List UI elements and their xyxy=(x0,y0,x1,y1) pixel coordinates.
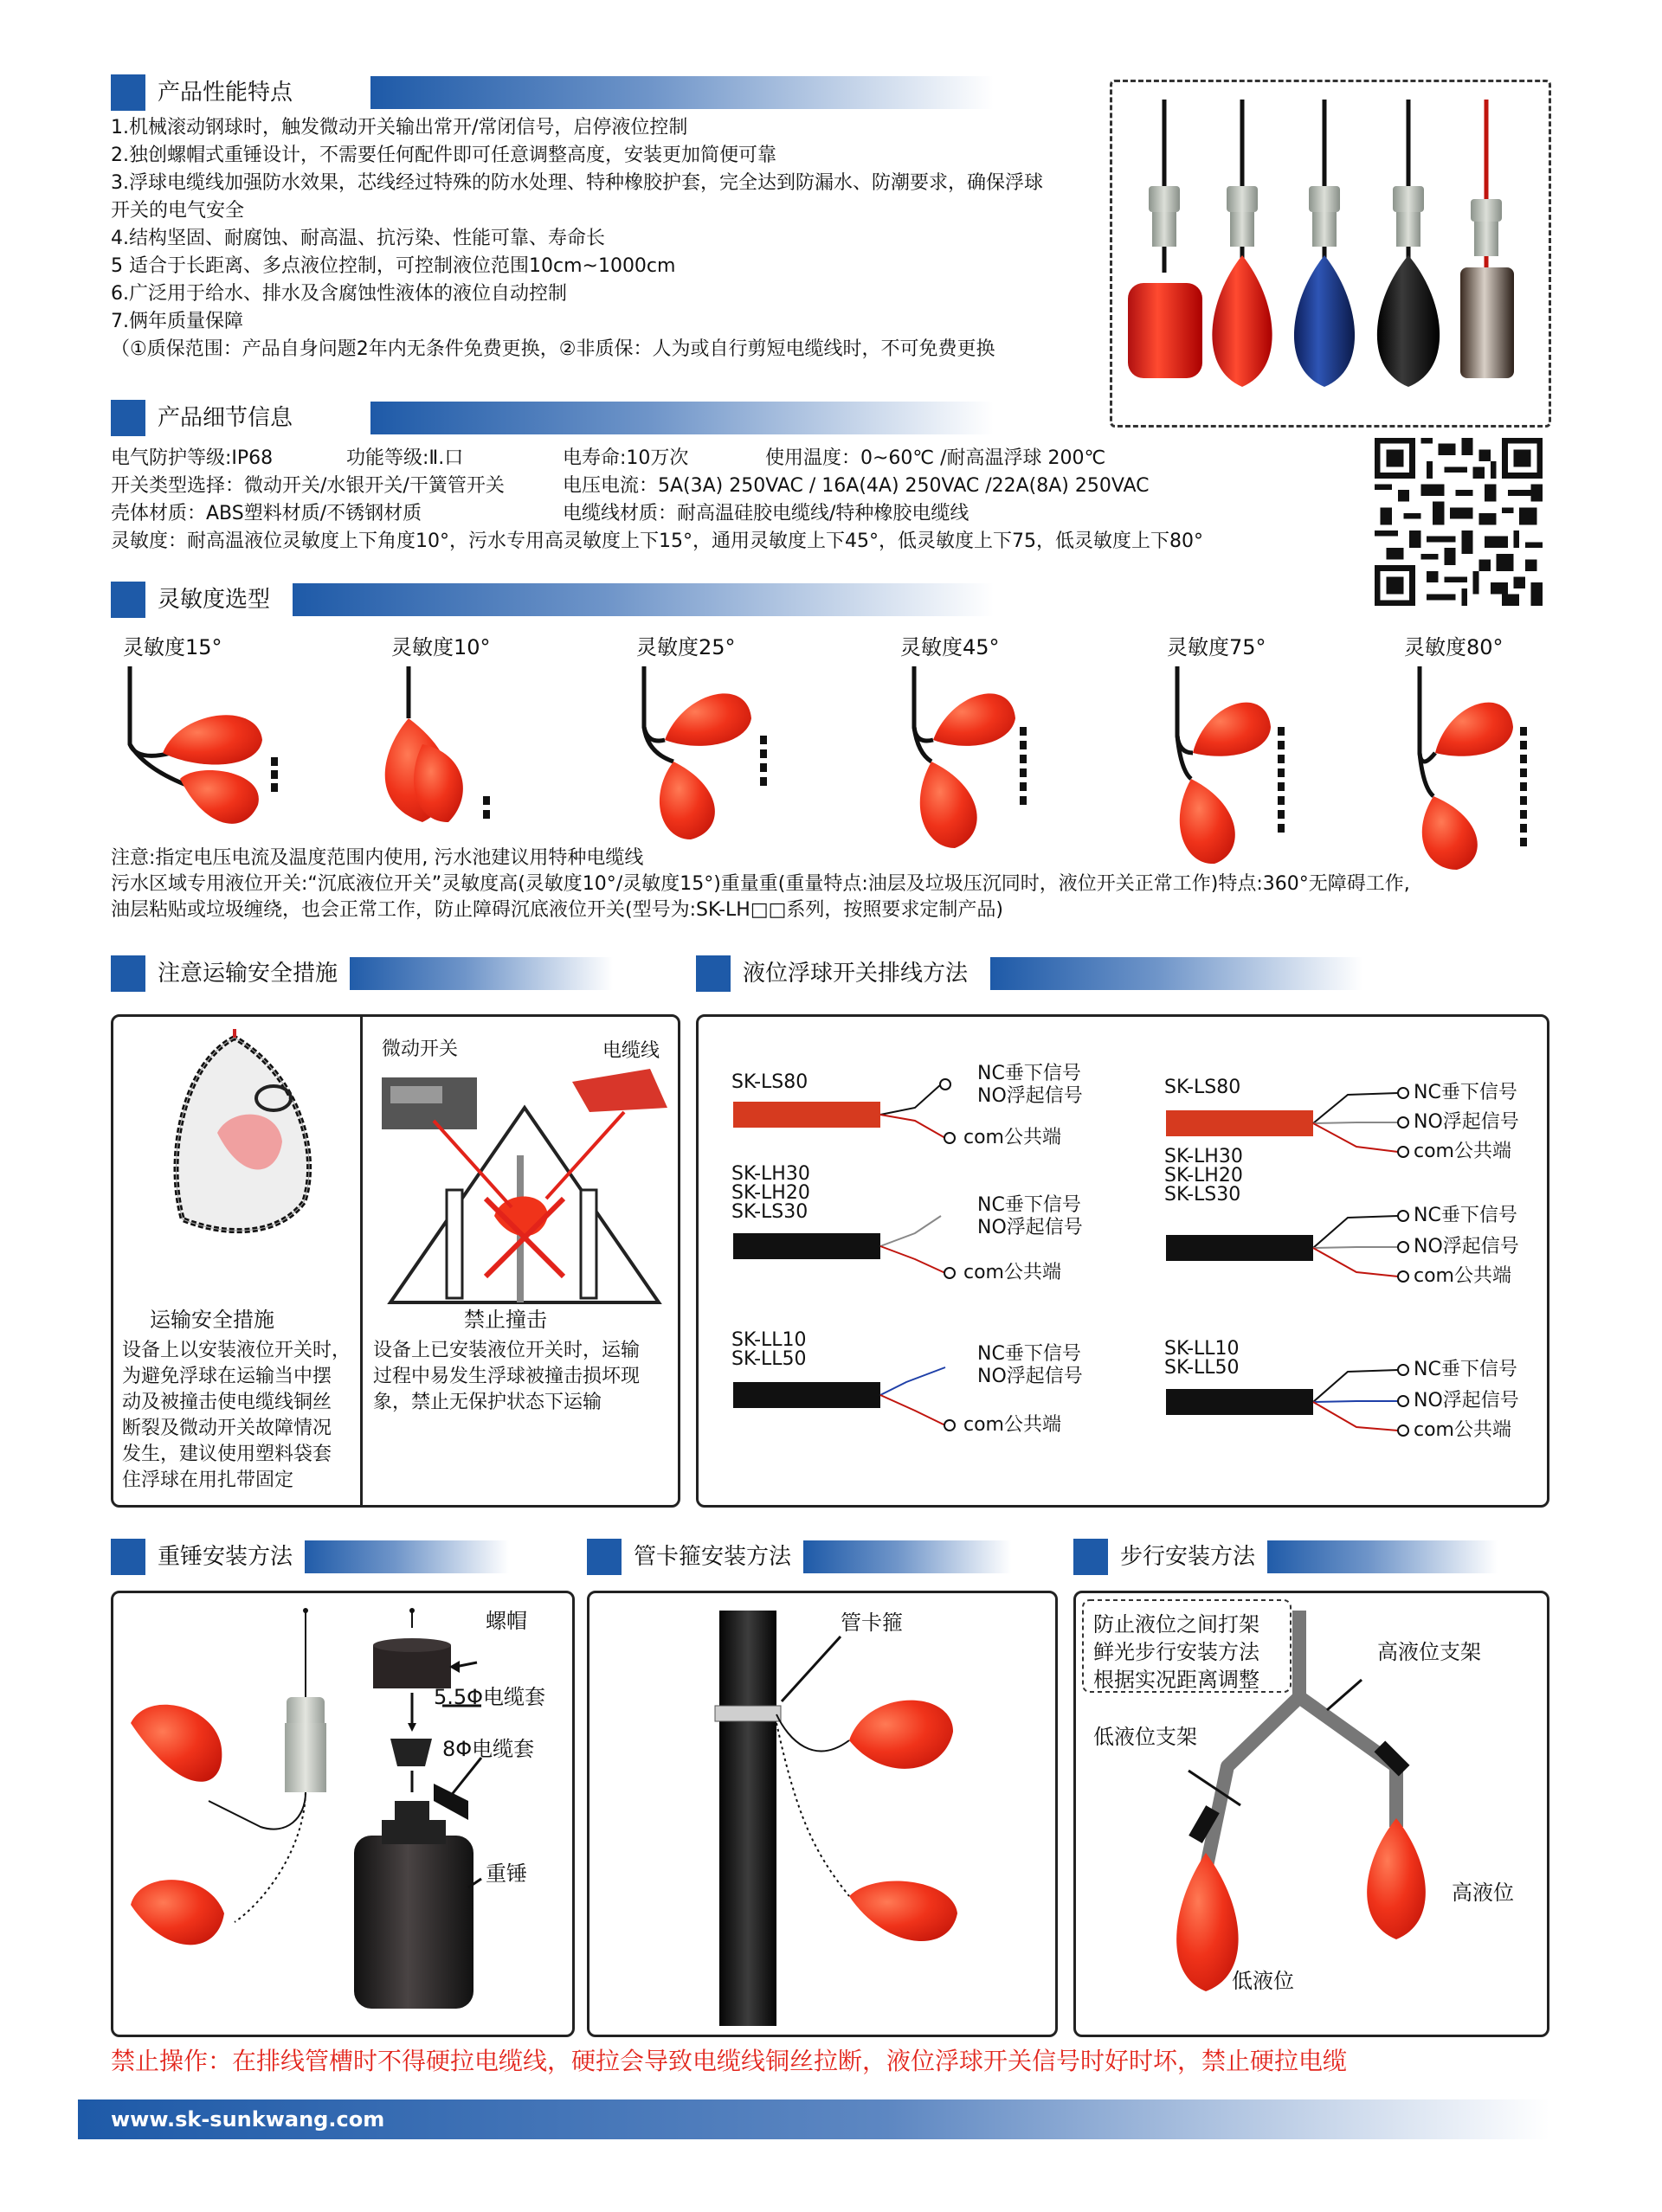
note-line: 污水区域专用液位开关:“沉底液位开关”灵敏度高(灵敏度10°/灵敏度15°)重量重(重量特点:油层及垃圾压沉同时，液位开关正常工作)特点:360°无障碍工作, xyxy=(111,873,1410,895)
product-photo-box xyxy=(1110,80,1551,428)
qr-code[interactable] xyxy=(1375,438,1543,606)
note-line: 注意:指定电压电流及温度范围内使用, 污水池建议用特种电缆线 xyxy=(111,847,644,869)
wiring-model: SK-LS30 xyxy=(1164,1184,1241,1206)
section-header-wiring xyxy=(696,955,1362,992)
section-title: 管卡箍安装方法 xyxy=(622,1539,803,1575)
wiring-no: NO浮起信号 xyxy=(977,1217,1083,1238)
sleeve-8-label: 8Φ电缆套 xyxy=(442,1737,535,1761)
bagged-float-image xyxy=(148,1029,330,1245)
clamp-install-diagram xyxy=(589,1593,1055,2035)
wiring-no: NO浮起信号 xyxy=(1414,1236,1519,1257)
weight-install-panel xyxy=(111,1591,575,2037)
spec-sensitivity: 灵敏度：耐高温液位灵敏度上下角度10°，污水专用高灵敏度上下15°，通用灵敏度上下45°，低灵敏度上下75，低灵敏度上下80° xyxy=(111,530,1203,552)
wiring-model: SK-LH20 xyxy=(1164,1165,1243,1186)
section-title: 步行安装方法 xyxy=(1108,1539,1267,1575)
spec-switch-type: 开关类型选择：微动开关/水银开关/干簧管开关 xyxy=(111,475,505,497)
sensitivity-label-75: 灵敏度75° xyxy=(1167,635,1266,659)
transport-right-title: 禁止撞击 xyxy=(464,1308,547,1332)
weight-install-diagram xyxy=(113,1593,572,2035)
wiring-nc: NC垂下信号 xyxy=(1414,1082,1517,1103)
wiring-com: com公共端 xyxy=(963,1127,1061,1148)
feature-line: 3.浮球电缆线加强防水效果，芯线经过特殊的防水处理、特种橡胶护套，完全达到防漏水、防潮要求，确保浮球 xyxy=(111,172,1043,194)
section-title: 注意运输安全措施 xyxy=(145,955,350,992)
feature-line: 4.结构坚固、耐腐蚀、耐高温、抗污染、性能可靠、寿命长 xyxy=(111,228,605,249)
high-level-label: 高液位 xyxy=(1452,1881,1514,1905)
spec-function: 功能等级:Ⅱ.口 xyxy=(346,447,464,469)
section-title: 产品细节信息 xyxy=(145,400,305,436)
wiring-model: SK-LL50 xyxy=(731,1348,807,1370)
sensitivity-diagrams xyxy=(111,658,1539,874)
wiring-model: SK-LH30 xyxy=(731,1163,810,1185)
low-level-label: 低液位 xyxy=(1232,1969,1294,1993)
no-impact-diagram xyxy=(364,1060,676,1311)
step-note-line: 根据实况距离调整 xyxy=(1093,1668,1259,1692)
clamp-label: 管卡箍 xyxy=(841,1611,903,1635)
section-header-details xyxy=(111,400,994,436)
wiring-com: com公共端 xyxy=(1414,1141,1511,1162)
sleeve-55-label: 5.5Φ电缆套 xyxy=(434,1685,546,1709)
section-header-transport xyxy=(111,955,613,992)
wiring-nc: NC垂下信号 xyxy=(1414,1205,1517,1226)
spec-protection: 电气防护等级:IP68 xyxy=(111,447,274,469)
product-floats-image xyxy=(1112,82,1549,425)
wiring-model: SK-LS80 xyxy=(1164,1077,1241,1098)
wiring-model: SK-LS30 xyxy=(731,1201,808,1223)
section-title: 重锤安装方法 xyxy=(145,1539,305,1575)
wiring-com: com公共端 xyxy=(1414,1265,1511,1287)
clamp-install-panel xyxy=(587,1591,1058,2037)
spec-cable: 电缆线材质：耐高温硅胶电缆线/特种橡胶电缆线 xyxy=(563,503,970,524)
wiring-com: com公共端 xyxy=(963,1414,1061,1436)
section-header-clamp xyxy=(587,1539,1011,1575)
wiring-no: NO浮起信号 xyxy=(977,1085,1083,1107)
transport-left-title: 运输安全措施 xyxy=(150,1308,274,1332)
sensitivity-label-10: 灵敏度10° xyxy=(391,635,491,659)
feature-line: 5 适合于长距离、多点液位控制，可控制液位范围10cm~1000cm xyxy=(111,255,676,277)
wiring-com: com公共端 xyxy=(1414,1419,1511,1441)
step-note-line: 防止液位之间打架 xyxy=(1093,1612,1259,1636)
wiring-model: SK-LL50 xyxy=(1164,1357,1240,1379)
section-header-weight xyxy=(111,1539,509,1575)
feature-line: 2.独创螺帽式重锤设计，不需要任何配件即可任意调整高度，安装更加简便可靠 xyxy=(111,145,776,166)
wiring-no: NO浮起信号 xyxy=(977,1366,1083,1387)
step-note-line: 鲜光步行安装方法 xyxy=(1093,1640,1259,1664)
wiring-model: SK-LS80 xyxy=(731,1071,808,1093)
low-bracket-label: 低液位支架 xyxy=(1093,1725,1197,1749)
section-title: 灵敏度选型 xyxy=(145,582,282,618)
warning-text: 禁止操作：在排线管槽时不得硬拉电缆线，硬拉会导致电缆线铜丝拉断，液位浮球开关信号时好时坏，禁止硬拉电缆 xyxy=(111,2047,1348,2075)
section-header-sensitivity xyxy=(111,582,994,618)
wiring-model: SK-LH30 xyxy=(1164,1146,1243,1167)
wiring-no: NO浮起信号 xyxy=(1414,1111,1519,1133)
spec-temperature: 使用温度：0~60℃ /耐高温浮球 200℃ xyxy=(765,447,1106,469)
wiring-model: SK-LL10 xyxy=(1164,1338,1240,1360)
feature-line: 7.俩年质量保障 xyxy=(111,311,243,332)
footer-bar xyxy=(78,2099,1549,2139)
sensitivity-label-80: 灵敏度80° xyxy=(1404,635,1504,659)
nut-label: 螺帽 xyxy=(486,1609,527,1633)
spec-life: 电寿命:10万次 xyxy=(563,447,689,469)
section-title: 产品性能特点 xyxy=(145,74,305,111)
wiring-model: SK-LL10 xyxy=(731,1329,807,1351)
sensitivity-label-25: 灵敏度25° xyxy=(636,635,736,659)
feature-line: 1.机械滚动钢球时，触发微动开关输出常开/常闭信号，启停液位控制 xyxy=(111,117,688,138)
wiring-panel xyxy=(696,1014,1549,1508)
wiring-nc: NC垂下信号 xyxy=(977,1194,1081,1216)
high-bracket-label: 高液位支架 xyxy=(1377,1640,1481,1664)
section-header-step xyxy=(1073,1539,1498,1575)
cable-label: 电缆线 xyxy=(602,1040,660,1062)
wiring-com: com公共端 xyxy=(963,1262,1061,1283)
feature-line: 6.广泛用于给水、排水及含腐蚀性液体的液位自动控制 xyxy=(111,283,567,305)
note-line: 油层粘贴或垃圾缠绕，也会正常工作，防止障碍沉底液位开关(型号为:SK-LH□□系列，按照要求定制产品) xyxy=(111,899,1003,921)
wiring-nc: NC垂下信号 xyxy=(1414,1359,1517,1380)
wiring-nc: NC垂下信号 xyxy=(977,1063,1081,1084)
sensitivity-label-45: 灵敏度45° xyxy=(900,635,1000,659)
section-title: 液位浮球开关排线方法 xyxy=(731,955,980,992)
wiring-no: NO浮起信号 xyxy=(1414,1390,1519,1411)
feature-line: （①质保范围：产品自身问题2年内无条件免费更换，②非质保：人为或自行剪短电缆线时，不可免费更换 xyxy=(111,338,995,360)
step-install-panel xyxy=(1073,1591,1549,2037)
hammer-label: 重锤 xyxy=(486,1862,527,1886)
sensitivity-label-15: 灵敏度15° xyxy=(123,635,222,659)
section-header-features xyxy=(111,74,994,111)
feature-line: 开关的电气安全 xyxy=(111,200,245,222)
transport-panel: 运输安全措施 设备上以安装液位开关时， 为避免浮球在运输当中摆 动及被撞击使电缆线铜丝 断裂及微动开关故障情况 发生，建议使用塑料袋套 住浮球在用扎带固定 微动开关 电缆线 禁止撞击 设备上已安装液位开关时，运输 过程中易发生浮球被撞击损坏现 象，禁止无保护状态下运输 xyxy=(111,1014,680,1508)
website-link[interactable]: www.sk-sunkwang.com xyxy=(111,2107,385,2132)
wiring-model: SK-LH20 xyxy=(731,1182,810,1204)
micro-switch-label: 微动开关 xyxy=(382,1038,459,1060)
wiring-nc: NC垂下信号 xyxy=(977,1343,1081,1365)
spec-housing: 壳体材质：ABS塑料材质/不锈钢材质 xyxy=(111,503,422,524)
spec-voltage: 电压电流：5A(3A) 250VAC / 16A(4A) 250VAC /22A(8A) 250VAC xyxy=(563,475,1150,497)
